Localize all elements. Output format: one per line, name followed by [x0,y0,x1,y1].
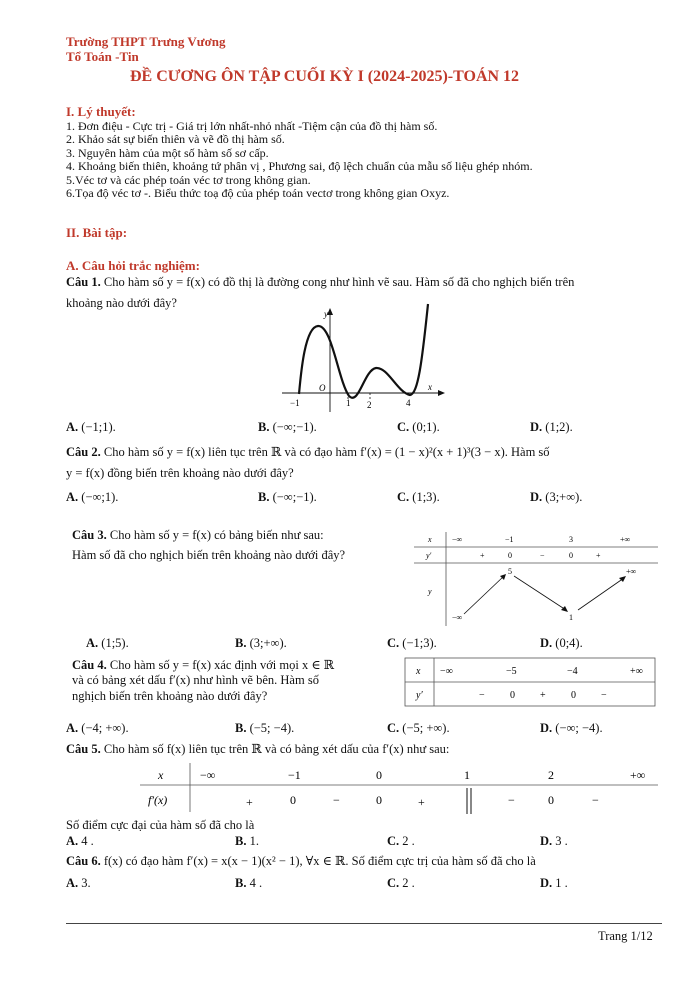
x-value: −5 [506,666,517,677]
question-text-cont: y = f(x) đồng biến trên khoảng nào dưới đây? [66,466,294,480]
option-value: 4 . [249,876,263,890]
option-key: A. [66,721,79,735]
option-value: 3. [81,876,91,890]
tick-label: −1 [290,398,300,408]
question-3 [72,528,324,543]
option-value: (1;2). [545,420,573,434]
sign: − [508,793,515,807]
option-value: (−∞;−1). [272,420,317,434]
y-label: y [428,587,432,596]
x-value: +∞ [620,535,631,544]
arrow-up [464,576,504,614]
option-key: B. [258,490,270,504]
question-label: Câu 6. [66,854,101,868]
question-5 [66,741,449,757]
answer-option[interactable] [66,490,118,505]
question-label: Câu 3. [72,528,107,542]
arrow-up [578,578,624,610]
question-label: Câu 4. [72,658,107,672]
answer-option[interactable] [387,876,415,891]
x-axis-label: x [428,382,432,392]
origin-label: O [319,383,326,393]
answer-option[interactable] [540,721,603,736]
theory-item: 2. Khảo sát sự biến thiên và vẽ đồ thị hàm số. [66,132,285,147]
theory-list [66,120,533,200]
sign: 0 [548,793,554,807]
option-value: (3;+∞). [545,490,583,504]
yprime-label: y′ [416,690,423,701]
arrow-head-icon [561,606,568,612]
function-graph [280,302,450,414]
sign: + [418,795,425,809]
answer-option[interactable] [258,490,317,505]
option-value: 2 . [402,876,415,890]
answer-option[interactable] [86,636,129,651]
arrow-down [514,576,566,610]
option-value: 2 . [402,834,415,848]
sign: − [479,690,485,701]
sign-table [404,657,656,707]
x-value: 1 [464,768,470,782]
sign: + [480,551,485,560]
x-value: 2 [548,768,554,782]
option-key: D. [540,721,553,735]
answer-option[interactable] [387,636,437,651]
answer-option[interactable] [235,834,259,849]
option-value: 4 . [81,834,94,848]
min-value: 1 [569,613,573,622]
sign: 0 [508,551,512,560]
option-value: (0;4). [555,636,583,650]
x-value: −∞ [452,535,463,544]
answer-option[interactable] [530,420,573,435]
question-6 [66,853,536,869]
sign: − [333,793,340,807]
yprime-label: y' [426,551,432,560]
question-1 [66,275,574,290]
option-key: C. [387,876,400,890]
option-key: B. [235,636,247,650]
fprime-label: f′(x) [148,793,168,807]
option-key: A. [66,490,79,504]
option-value: (1;5). [101,636,129,650]
question-4 [72,657,334,673]
answer-option[interactable] [66,420,116,435]
question-text: Cho hàm số y = f(x) liên tục trên ℝ và có đạo hàm f′(x) = (1 − x)²(x + 1)³(3 − x). Hàm số [103,445,550,459]
question-2 [66,444,550,460]
answer-option[interactable] [235,721,294,736]
answer-option[interactable] [540,636,583,651]
option-key: A. [66,420,79,434]
x-axis-arrow-icon [438,390,445,396]
minf-value: −∞ [452,613,463,622]
option-key: D. [530,490,543,504]
sign: 0 [569,551,573,560]
option-value: 1. [249,834,259,848]
question-text: Cho hàm số f(x) liên tục trên ℝ và có bảng xét dấu của f′(x) như sau: [103,742,450,756]
question-label: Câu 5. [66,742,101,756]
option-value: (−4; +∞). [81,721,129,735]
exercises-heading: II. Bài tập: [66,225,128,240]
document-title: ĐỀ CƯƠNG ÔN TẬP CUỐI KỲ I (2024-2025)-TOÁN 12 [130,68,520,85]
option-key: B. [235,721,247,735]
x-label: x [428,535,432,544]
theory-item: 4. Khoảng biến thiên, khoảng tứ phân vị , Phương sai, độ lệch chuẩn của mẫu số liệu ghép nhóm. [66,159,533,174]
department: Tổ Toán -Tin [66,49,139,64]
option-value: 3 . [555,834,568,848]
question-text-cont: Số điểm cực đại của hàm số đã cho là [66,818,255,832]
tick-label: 4 [406,398,411,408]
option-key: B. [235,876,247,890]
x-label: x [158,768,164,782]
answer-option[interactable] [66,721,129,736]
multiple-choice-heading: A. Câu hỏi trắc nghiệm: [66,258,200,273]
option-value: (−5; −4). [249,721,295,735]
option-value: (−∞;1). [81,490,119,504]
sign: 0 [376,793,382,807]
option-key: A. [66,876,79,890]
answer-option[interactable] [66,834,94,849]
x-value: −∞ [440,666,453,677]
option-key: A. [66,834,79,848]
x-value: −1 [505,535,514,544]
question-text: Cho hàm số y = f(x) có bảng biến như sau: [109,528,324,542]
answer-option[interactable] [235,636,287,651]
x-label: x [416,666,421,677]
option-value: (−5; +∞). [402,721,450,735]
variation-table [410,530,660,626]
x-value: −4 [567,666,578,677]
question-label: Câu 1. [66,275,101,289]
option-value: (−1;1). [81,420,116,434]
option-key: B. [235,834,247,848]
question-text-cont: Hàm số đã cho nghịch biến trên khoảng nào dưới đây? [72,548,346,562]
option-key: D. [530,420,543,434]
answer-option[interactable] [540,834,568,849]
tick-label: 2 [367,400,372,410]
max-value: 5 [508,567,512,576]
option-key: D. [540,834,553,848]
sign: 0 [571,690,576,701]
x-value: −1 [288,768,301,782]
option-value: (−∞;−1). [272,490,317,504]
sign: + [596,551,601,560]
theory-item: 3. Nguyên hàm của một số hàm số sơ cấp. [66,145,269,160]
option-key: C. [387,636,400,650]
x-value: +∞ [630,768,646,782]
option-value: 1 . [555,876,568,890]
option-key: D. [540,636,553,650]
theory-item: 1. Đơn điệu - Cực trị - Giá trị lớn nhất-nhỏ nhất -Tiệm cận của đồ thị hàm số. [66,119,438,133]
question-label: Câu 2. [66,445,101,459]
option-key: C. [397,490,410,504]
theory-item: 5.Véc tơ và các phép toán véc tơ trong không gian. [66,172,311,187]
theory-heading: I. Lý thuyết: [66,104,136,119]
sign: 0 [290,793,296,807]
x-value: 0 [376,768,382,782]
sign: + [246,795,253,809]
answer-option[interactable] [258,420,317,435]
answer-option[interactable] [235,876,262,891]
question-text-cont: nghịch biến trên khoảng nào dưới đây? [72,689,268,703]
answer-option[interactable] [397,490,440,505]
option-key: C. [387,834,400,848]
sign: + [540,690,546,701]
question-text: Cho hàm số y = f(x) xác định với mọi x ∈ ℝ [109,658,335,672]
sign: − [540,551,545,560]
question-text-cont: và có bảng xét dấu f′(x) như hình vẽ bên. Hàm số [72,673,319,687]
option-key: C. [397,420,410,434]
option-key: B. [258,420,270,434]
option-value: (3;+∞). [249,636,287,650]
answer-option[interactable] [540,876,568,891]
sign: − [601,690,607,701]
page-number: Trang 1/12 [598,929,653,943]
option-value: (−1;3). [402,636,437,650]
question-text: Cho hàm số y = f(x) có đồ thị là đường cong như hình vẽ sau. Hàm số đã cho nghịch biến trên [103,275,575,289]
school-name: Trường THPT Trưng Vương [66,34,226,49]
answer-option[interactable] [387,721,450,736]
x-value: −∞ [200,768,216,782]
question-text-cont: khoảng nào dưới đây? [66,296,177,310]
answer-option[interactable] [397,420,440,435]
option-value: (−∞; −4). [555,721,603,735]
footer-divider [66,923,662,924]
answer-option[interactable] [530,490,582,505]
question-text: f(x) có đạo hàm f′(x) = x(x − 1)(x² − 1), ∀x ∈ ℝ. Số điểm cực trị của hàm số đã cho là [103,854,536,868]
option-key: D. [540,876,553,890]
answer-option[interactable] [66,876,91,891]
sign: − [592,793,599,807]
option-value: (0;1). [412,420,440,434]
derivative-sign-table [140,762,660,814]
tick-label: 1 [346,398,351,408]
option-value: (1;3). [412,490,440,504]
answer-option[interactable] [387,834,415,849]
x-value: 3 [569,535,573,544]
sign: 0 [510,690,515,701]
pinf-value: +∞ [626,567,637,576]
y-axis-label: y [324,309,328,319]
option-key: C. [387,721,400,735]
theory-item: 6.Tọa độ véc tơ -. Biểu thức toạ độ của phép toán vectơ trong không gian Oxyz. [66,186,450,201]
x-value: +∞ [630,666,643,677]
option-key: A. [86,636,99,650]
